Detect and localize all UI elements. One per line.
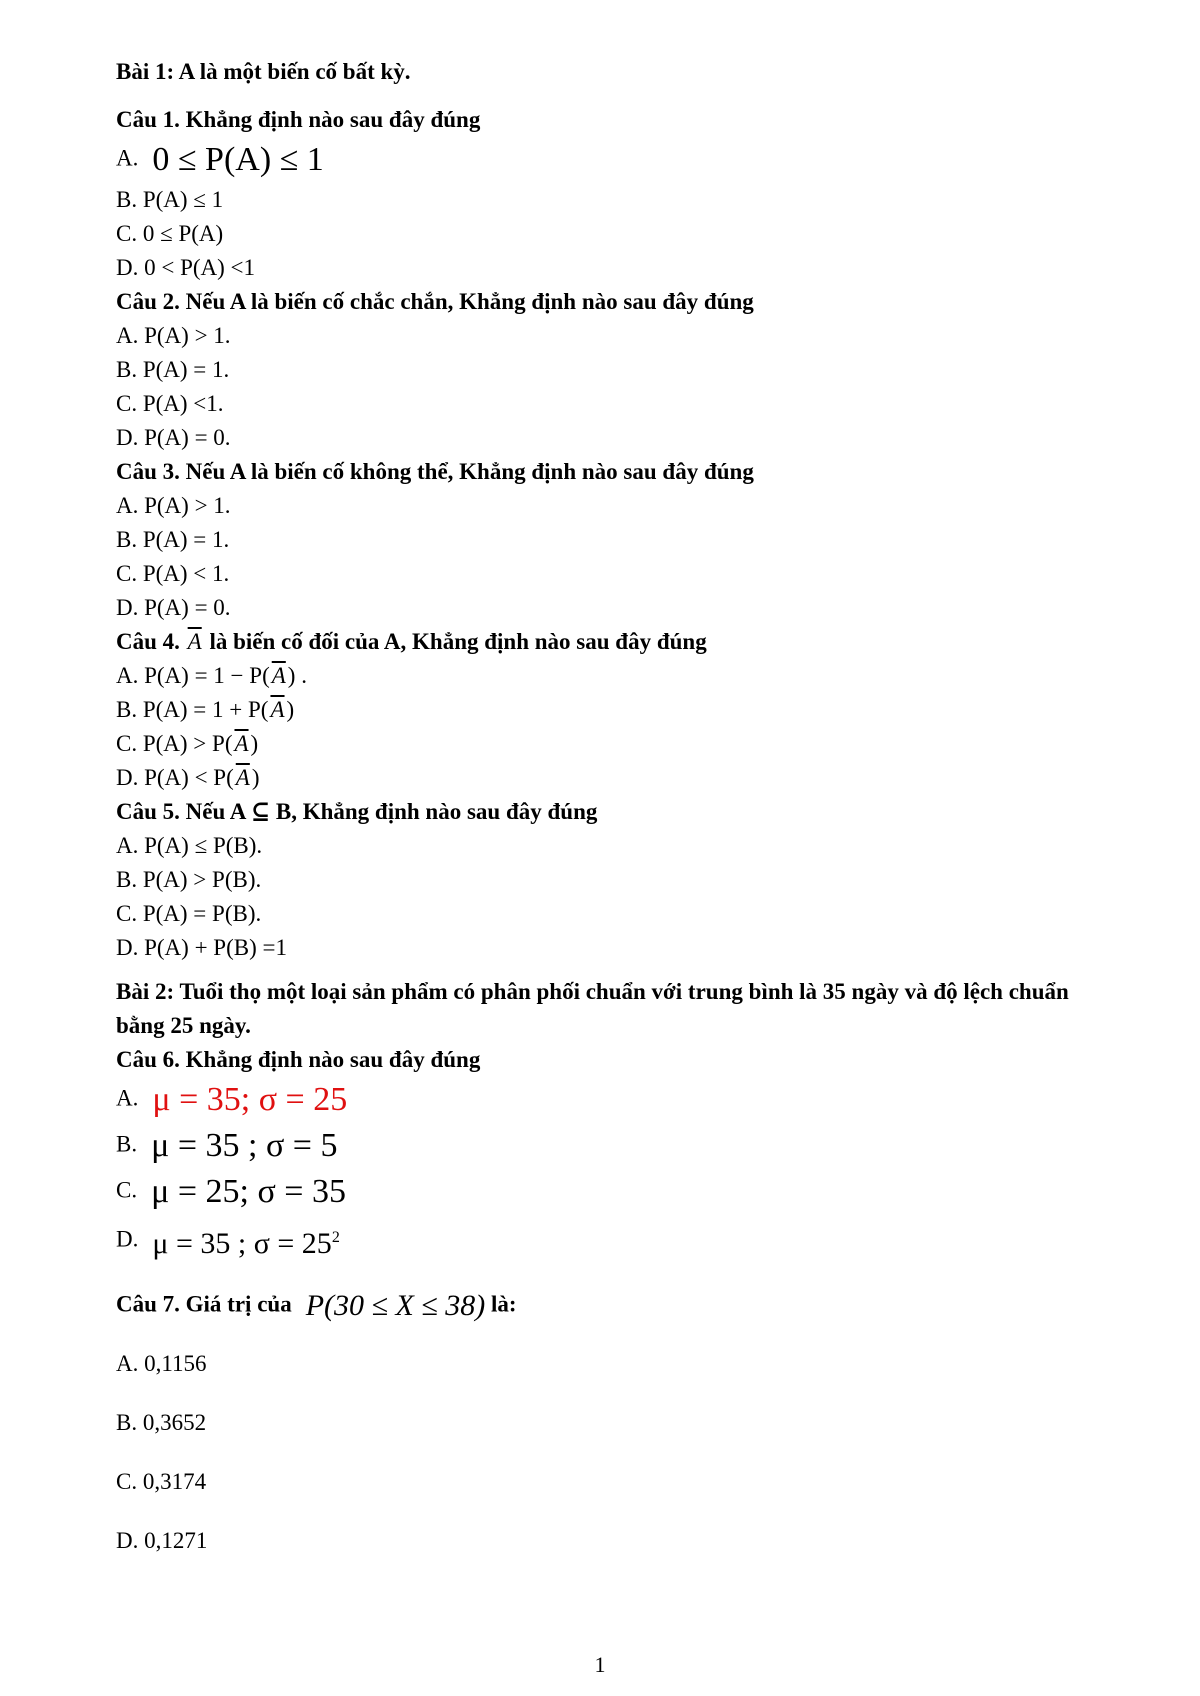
cau5-option-c: C. P(A) = P(B). bbox=[116, 901, 262, 926]
cau3-question: Câu 3. Nếu A là biến cố không thể, Khẳng định nào sau đây đúng bbox=[116, 459, 754, 484]
cau6-option-a-math: μ = 35; σ = 25 bbox=[152, 1081, 348, 1118]
cau1-option-a-math: 0 ≤ P(A) ≤ 1 bbox=[152, 141, 324, 178]
document-page bbox=[116, 55, 1116, 1583]
cau2-option-c: C. P(A) <1. bbox=[116, 391, 224, 416]
cau4-option-c-prefix: C. P(A) > P( bbox=[116, 731, 233, 756]
cau4-option-b bbox=[116, 693, 1116, 727]
cau3-option-b: B. P(A) = 1. bbox=[116, 527, 230, 552]
cau5-question: Câu 5. Nếu A ⊆ B, Khẳng định nào sau đây đúng bbox=[116, 799, 598, 824]
cau7-question bbox=[116, 1283, 1116, 1329]
cau5-option-b: B. P(A) > P(B). bbox=[116, 867, 262, 892]
cau4-option-d bbox=[116, 761, 1116, 795]
cau4-option-a-prefix: A. P(A) = 1 − P( bbox=[116, 663, 270, 688]
cau6-option-c bbox=[116, 1169, 1116, 1215]
cau4-option-b-suffix: ) bbox=[286, 697, 295, 722]
cau6-option-a bbox=[116, 1077, 1116, 1123]
cau7-question-math: P(30 ≤ X ≤ 38) bbox=[305, 1289, 486, 1322]
cau2-question: Câu 2. Nếu A là biến cố chắc chắn, Khẳng định nào sau đây đúng bbox=[116, 289, 754, 314]
cau6-option-d bbox=[116, 1215, 1116, 1267]
page-number: 1 bbox=[594, 1652, 606, 1677]
cau1-option-c: C. 0 ≤ P(A) bbox=[116, 221, 224, 246]
cau4-option-d-suffix: ) bbox=[251, 765, 260, 790]
cau4-option-d-prefix: D. P(A) < P( bbox=[116, 765, 234, 790]
cau1-option-a bbox=[116, 137, 1116, 183]
cau6-question: Câu 6. Khẳng định nào sau đây đúng bbox=[116, 1047, 481, 1072]
cau4-option-c-suffix: ) bbox=[250, 731, 259, 756]
cau6-option-d-math-exponent: 2 bbox=[331, 1229, 340, 1246]
cau4-option-b-prefix: B. P(A) = 1 + P( bbox=[116, 697, 269, 722]
cau3-option-d: D. P(A) = 0. bbox=[116, 595, 231, 620]
cau5-option-d: D. P(A) + P(B) =1 bbox=[116, 935, 287, 960]
cau1-option-d: D. 0 < P(A) <1 bbox=[116, 255, 256, 280]
cau5-option-a: A. P(A) ≤ P(B). bbox=[116, 833, 263, 858]
cau4-option-a-suffix: ) . bbox=[287, 663, 307, 688]
option-d-label: D. bbox=[116, 1226, 139, 1252]
cau2-option-a: A. P(A) > 1. bbox=[116, 323, 231, 348]
cau1-question: Câu 1. Khẳng định nào sau đây đúng bbox=[116, 107, 481, 132]
cau7-question-suffix: là: bbox=[491, 1291, 517, 1317]
cau1-option-b: B. P(A) ≤ 1 bbox=[116, 187, 224, 212]
option-a-label: A. bbox=[116, 1085, 139, 1111]
a-complement-symbol: $\overline{A}$ bbox=[271, 663, 286, 688]
cau7-option-b: B. 0,3652 bbox=[116, 1410, 207, 1435]
cau2-option-b: B. P(A) = 1. bbox=[116, 357, 230, 382]
option-c-label: C. bbox=[116, 1177, 138, 1203]
cau6-option-c-math: μ = 25; σ = 35 bbox=[151, 1173, 346, 1210]
bai2-title: Bài 2: Tuổi thọ một loại sản phẩm có phân phối chuẩn với trung bình là 35 ngày và độ lệch chuẩn bằng 25 ngày. bbox=[116, 979, 1069, 1038]
cau4-question bbox=[116, 625, 1116, 659]
bai1-title: Bài 1: A là một biến cố bất kỳ. bbox=[116, 59, 411, 84]
a-complement-symbol: $\overline{A}$ bbox=[270, 697, 285, 722]
cau3-option-a: A. P(A) > 1. bbox=[116, 493, 231, 518]
cau6-option-b-math: μ = 35 ; σ = 5 bbox=[151, 1127, 338, 1164]
spacer bbox=[116, 1267, 1116, 1283]
cau4-question-prefix: Câu 4. bbox=[116, 629, 180, 654]
cau2-option-d: D. P(A) = 0. bbox=[116, 425, 231, 450]
cau6-option-d-math bbox=[152, 1227, 339, 1260]
cau6-option-d-math-base: μ = 35 ; σ = 25 bbox=[152, 1227, 332, 1260]
option-b-label: B. bbox=[116, 1131, 138, 1157]
a-complement-symbol: $\overline{A}$ bbox=[235, 765, 250, 790]
cau7-question-prefix: Câu 7. Giá trị của bbox=[116, 1291, 292, 1317]
cau7-option-c: C. 0,3174 bbox=[116, 1469, 207, 1494]
cau4-option-c bbox=[116, 727, 1116, 761]
a-complement-symbol: $\overline{A}$ bbox=[234, 731, 249, 756]
option-a-label: A. bbox=[116, 145, 139, 171]
cau4-question-suffix: là biến cố đối của A, Khẳng định nào sau đây đúng bbox=[209, 629, 707, 654]
cau4-option-a bbox=[116, 659, 1116, 693]
cau6-option-b bbox=[116, 1123, 1116, 1169]
cau7-option-a: A. 0,1156 bbox=[116, 1351, 207, 1376]
cau3-option-c: C. P(A) < 1. bbox=[116, 561, 230, 586]
cau7-option-d: D. 0,1271 bbox=[116, 1528, 208, 1553]
a-complement-symbol: $\overline{A}$ bbox=[187, 629, 202, 654]
